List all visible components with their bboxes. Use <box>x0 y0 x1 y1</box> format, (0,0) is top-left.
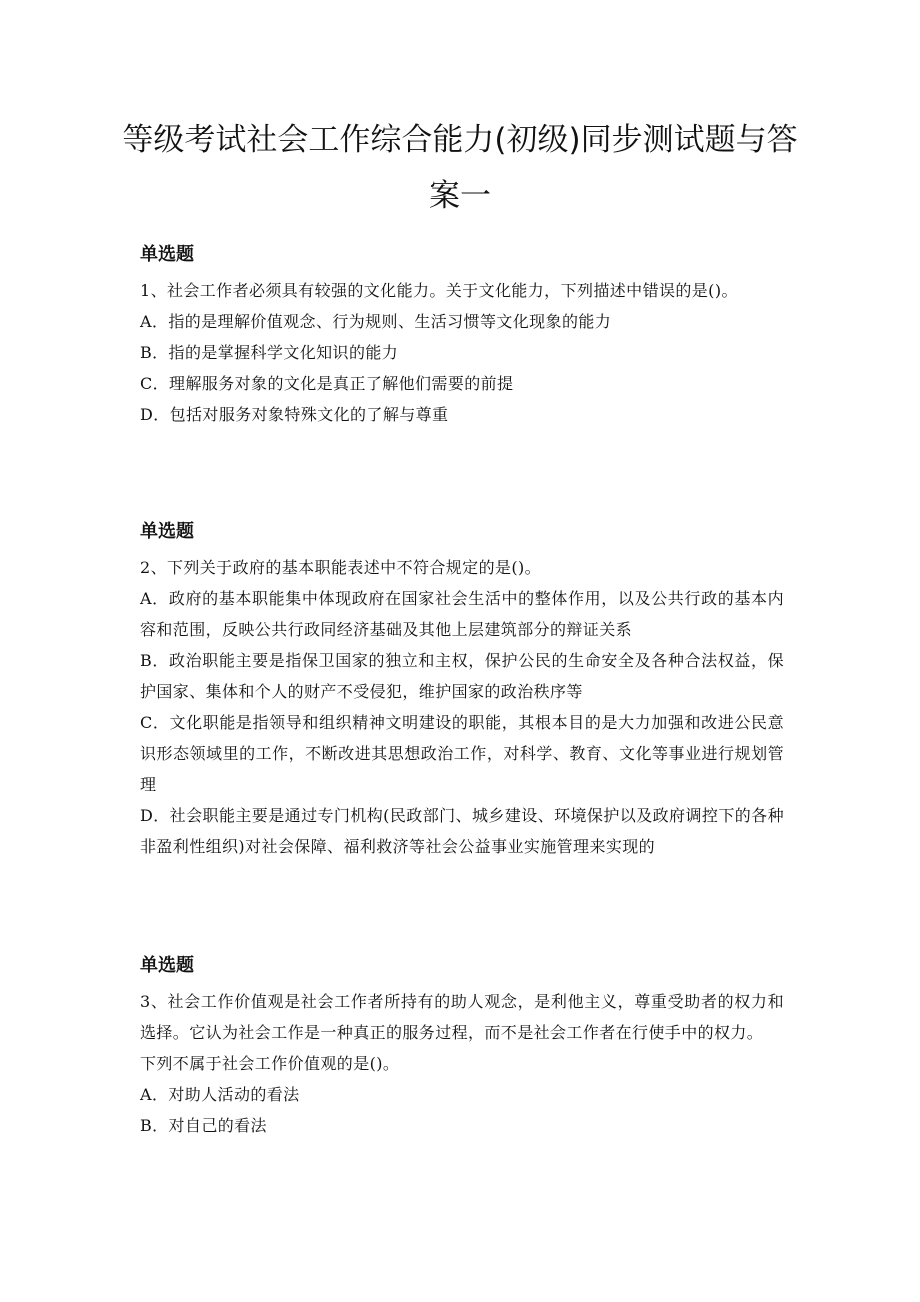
question-1 <box>140 243 784 430</box>
option-a: A．指的是理解价值观念、行为规则、生活习惯等文化现象的能力 <box>140 312 612 331</box>
question-2 <box>140 520 784 862</box>
option-c: C．文化职能是指领导和组织精神文明建设的职能，其根本目的是大力加强和改进公民意识形态领域里的工作，不断改进其思想政治工作，对科学、教育、文化等事业进行规划管理 <box>140 713 784 794</box>
option-b: B．指的是掌握科学文化知识的能力 <box>140 343 399 362</box>
question-type-label: 单选题 <box>140 244 194 265</box>
question-type-label: 单选题 <box>140 521 194 542</box>
document-title: 等级考试社会工作综合能力(初级)同步测试题与答案一 <box>122 122 798 214</box>
option-d: D．包括对服务对象特殊文化的了解与尊重 <box>140 405 449 424</box>
question-3 <box>140 954 784 1141</box>
question-stem: 1、社会工作者必须具有较强的文化能力。关于文化能力，下列描述中错误的是()。 <box>140 281 738 300</box>
option-c: C．理解服务对象的文化是真正了解他们需要的前提 <box>140 374 514 393</box>
option-d: D．社会职能主要是通过专门机构(民政部门、城乡建设、环境保护以及政府调控下的各种非盈利性组织)对社会保障、福利救济等社会公益事业实施管理来实现的 <box>140 806 784 856</box>
question-stem: 3、社会工作价值观是社会工作者所持有的助人观念，是利他主义，尊重受助者的权力和选择。它认为社会工作是一种真正的服务过程，而不是社会工作者在行使手中的权力。 <box>140 992 784 1042</box>
question-stem: 2、下列关于政府的基本职能表述中不符合规定的是()。 <box>140 558 542 577</box>
option-a: A．政府的基本职能集中体现政府在国家社会生活中的整体作用，以及公共行政的基本内容和范围，反映公共行政同经济基础及其他上层建筑部分的辩证关系 <box>140 589 784 639</box>
question-prompt: 下列不属于社会工作价值观的是()。 <box>140 1054 400 1073</box>
question-type-label: 单选题 <box>140 955 194 976</box>
option-a: A．对助人活动的看法 <box>140 1085 300 1104</box>
option-b: B．政治职能主要是指保卫国家的独立和主权，保护公民的生命安全及各种合法权益，保护国家、集体和个人的财产不受侵犯，维护国家的政治秩序等 <box>140 651 784 701</box>
option-b: B．对自己的看法 <box>140 1116 267 1135</box>
